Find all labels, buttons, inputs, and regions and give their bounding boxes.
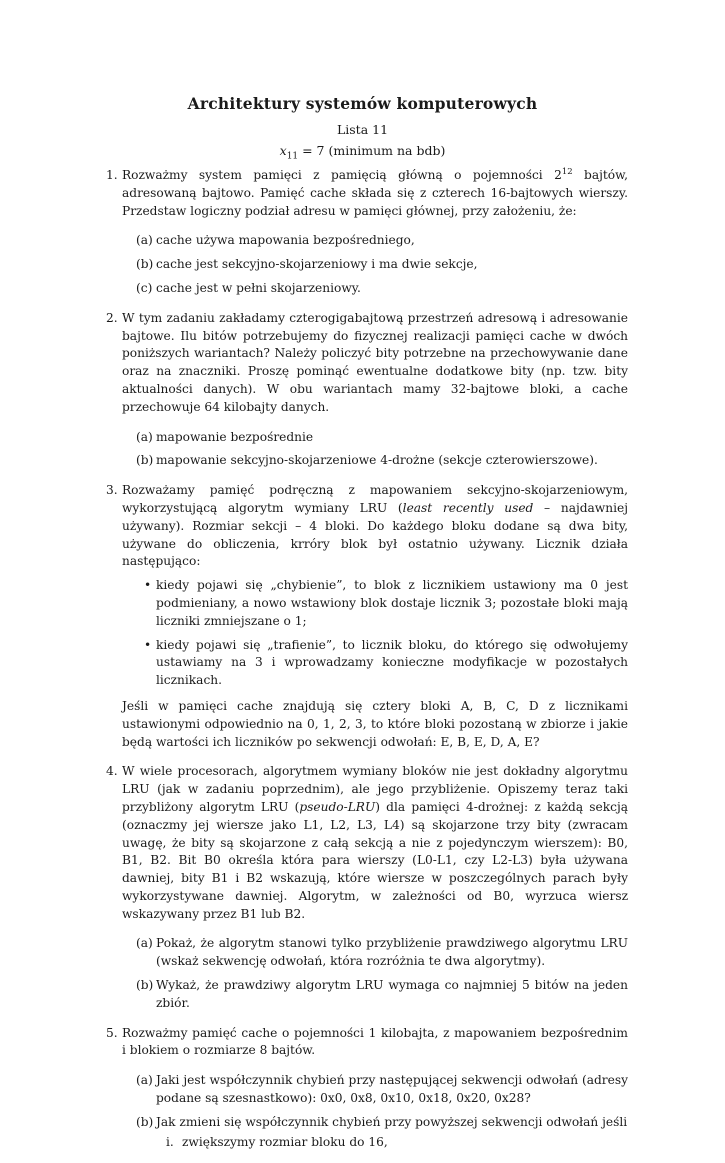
bullet-item: [122, 637, 628, 690]
subitem-label: (a): [136, 1073, 153, 1088]
problem-text-part: Rozważamy pamięć podręczną z mapowaniem sekcyjno-skojarzeniowym, wykorzystującą algorytm wymiany LRU (: [122, 483, 628, 515]
subitem-label: (c): [136, 280, 153, 295]
subitem: [122, 1114, 628, 1132]
problem-3: [108, 482, 628, 751]
problem-number: 2.: [106, 310, 118, 325]
subitem-text: cache używa mapowania bezpośredniego,: [156, 233, 415, 248]
subitem: [122, 977, 628, 1013]
exponent: 12: [561, 167, 573, 177]
problem-number: 1.: [106, 168, 118, 182]
threshold-text: = 7 (minimum na bdb): [298, 143, 446, 158]
problem-text: [122, 763, 628, 923]
subitem: [122, 256, 628, 274]
subitem-label: (a): [136, 429, 153, 444]
problem-text-part: ) dla pamięci 4-drożnej: z każdą sekcją (oznaczmy jej wiersze jako L1, L2, L3, L4) są skojarzone trzy bity (zwracam uwagę, że bity są skojarzone z całą sekcją a nie z pojedynczym wierszem): B0, B1, B2. Bit B0 określa która para wierszy (L0-L1, czy L2-L3) była używana dawniej, bity B1 i B2 wskazują, które wiersze w poszczególnych parach były wykorzystywane dawniej. Algorytm, w zależności od B0, wyrzuca wiersz wskazywany przez B1 lub B2.: [122, 799, 628, 921]
subsubitem: [122, 1134, 628, 1152]
problem-number: 4.: [106, 764, 118, 779]
subitem: [122, 232, 628, 250]
bullet-text: kiedy pojawi się „trafienie”, to licznik bloku, do którego się odwołujemy ustawiamy na 3 i wprowadzamy konieczne modyfikacje w pozostałych licznikach.: [156, 637, 628, 688]
subitem-text: mapowanie sekcyjno-skojarzeniowe 4-drożne (sekcje czterowierszowe).: [156, 453, 598, 468]
list-number: Lista 11: [336, 122, 389, 137]
subitem: [122, 452, 628, 470]
subitem-label: (a): [136, 936, 153, 951]
x-variable: x: [279, 143, 287, 158]
subitem-label: (a): [136, 233, 153, 248]
emphasis: pseudo-LRU: [299, 799, 376, 814]
problem-4: [108, 763, 628, 1012]
problem-number: 3.: [106, 483, 118, 498]
subitem-text: Jak zmieni się współczynnik chybień przy powyższej sekwencji odwołań jeśli: [156, 1114, 628, 1129]
subsubitem-label: i.: [166, 1134, 174, 1149]
subitem-label: (b): [136, 257, 154, 272]
problem-2: [108, 310, 628, 470]
bullet-icon: •: [144, 637, 152, 652]
subitem-text: Pokaż, że algorytm stanowi tylko przybliżenie prawdziwego algorytmu LRU (wskaż sekwencję odwołań, która rozróżnia te dwa algorytmy).: [156, 936, 628, 969]
problem-text: [122, 482, 628, 571]
emphasis: least recently used: [402, 500, 534, 515]
closing-paragraph: Jeśli w pamięci cache znajdują się cztery bloki A, B, C, D z licznikami ustawionymi odpowiednio na 0, 1, 2, 3, to które bloki pozostaną w zbiorze i jakie będą wartości ich liczników po sekwencji odwołań: E, B, E, D, A, E?: [122, 698, 628, 749]
problem-5: [108, 1025, 628, 1152]
subsubitem-text: zwiększymy rozmiar bloku do 16,: [182, 1134, 388, 1149]
bullet-text: kiedy pojawi się „chybienie”, to blok z licznikiem ustawiony ma 0 jest podmieniany, a nowo wstawiony blok dostaje licznik 3; pozostałe bloki mają liczniki zmniejszane o 1;: [156, 578, 628, 628]
subitem-label: (b): [136, 453, 154, 468]
subitem-label: (b): [136, 1114, 154, 1129]
problem-text-part: – najdawniej używany). Rozmiar sekcji – 4 bloki. Do każdego bloku dodane są dwa bity, używane do obliczenia, krróry blok był ostatnio używany. Licznik działa następująco:: [122, 500, 628, 569]
problem-text-part: W wiele procesorach, algorytmem wymiany bloków nie jest dokładny algorytmu LRU (jak w zadaniu poprzednim), ale jego przybliżenie. Opiszemy teraz taki przybliżony algorytm LRU (: [122, 764, 628, 814]
subitem-text: cache jest sekcyjno-skojarzeniowy i ma dwie sekcje,: [156, 257, 478, 272]
problem-text-part: Rozważmy system pamięci z pamięcią główną o pojemności 2: [122, 168, 562, 182]
subitem-text: mapowanie bezpośrednie: [156, 429, 314, 444]
subitem-text: Jaki jest współczynnik chybień przy następującej sekwencji odwołań (adresy podane są szesnastkowo): 0x0, 0x8, 0x10, 0x18, 0x20, 0x28?: [156, 1073, 628, 1106]
problem-number: 5.: [106, 1025, 118, 1040]
subitem: [122, 935, 628, 971]
subitem-label: (b): [136, 978, 154, 993]
bullet-item: [122, 577, 628, 630]
problem-text-part: bajtów, adresowaną bajtowo. Pamięć cache składa się z czterech 16-bajtowych wierszy. Przedstaw logiczny podział adresu w pamięci głównej, przy założeniu, że:: [122, 168, 628, 218]
subitem: [122, 1072, 628, 1108]
problem-text: W tym zadaniu zakładamy czterogigabajtową przestrzeń adresową i adresowanie bajtowe. Ilu bitów potrzebujemy do fizycznej realizacji pamięci cache w dwóch poniższych wariantach? Należy policzyć bity potrzebne na przechowywanie dane oraz na znaczniki. Proszę pominąć ewentualne dodatkowe bity (np. tzw. bity aktualności danych). W obu wariantach mamy 32-bajtowe bloki, a cache przechowuje 64 kilobajty danych.: [122, 310, 628, 414]
subitem: [122, 429, 628, 447]
subitem-text: Wykaż, że prawdziwy algorytm LRU wymaga co najmniej 5 bitów na jeden zbiór.: [156, 978, 628, 1010]
subitem-text: cache jest w pełni skojarzeniowy.: [156, 280, 361, 295]
threshold-line: [0, 143, 725, 162]
document-title: Architektury systemów komputerowych: [187, 94, 538, 113]
subitem: [122, 280, 628, 298]
bullet-icon: •: [144, 578, 152, 593]
problem-list: [108, 167, 628, 1163]
problem-1: [108, 167, 628, 298]
problem-text: Rozważmy pamięć cache o pojemności 1 kilobajta, z mapowaniem bezpośrednim i blokiem o rozmiarze 8 bajtów.: [122, 1025, 628, 1058]
x-subscript: 11: [286, 151, 299, 162]
problem-text: [122, 167, 628, 220]
